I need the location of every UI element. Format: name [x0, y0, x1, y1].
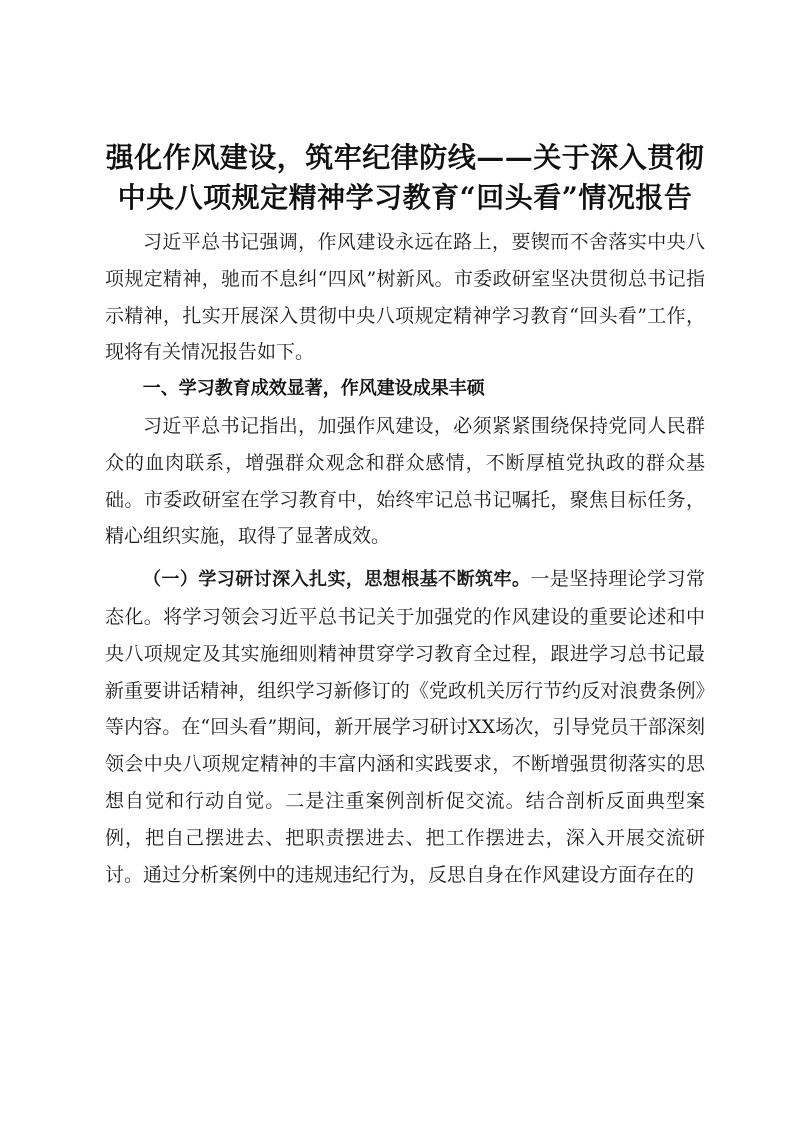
subsection-heading: （一）学习研讨深入扎实，思想根基不断筑牢。	[143, 569, 531, 591]
document-title: 强化作风建设，筑牢纪律防线——关于深入贯彻中央八项规定精神学习教育“回头看”情况报告	[105, 141, 705, 214]
intro-paragraph: 习近平总书记强调，作风建设永远在路上，要锲而不舍落实中央八项规定精神，驰而不息纠“四风”树新风。市委政研室坚决贯彻总书记指示精神，扎实开展深入贯彻中央八项规定精神学习教育“回头看”工作，现将有关情况报告如下。	[105, 231, 705, 364]
subsection-body: 一是坚持理论学习常态化。将学习领会习近平总书记关于加强党的作风建设的重要论述和中央八项规定及其实施细则精神贯穿学习教育全过程，跟进学习总书记最新重要讲话精神，组织学习新修订的《党政机关厉行节约反对浪费条例》等内容。在“回头看”期间，新开展学习研讨XX场次，引导党员干部深刻领会中央八项规定精神的丰富内涵和实践要求，不断增强贯彻落实的思想自觉和行动自觉。二是注重案例剖析促交流。结合剖析反面典型案例，把自己摆进去、把职责摆进去、把工作摆进去，深入开展交流研讨。通过分析案例中的违规违纪行为，反思自身在作风建设方面存在的	[105, 568, 705, 886]
document-body	[105, 138, 705, 893]
subsection-paragraph	[105, 561, 705, 893]
section-heading: 一、学习教育成效显著，作风建设成果丰硕	[142, 378, 485, 400]
section-paragraph: 习近平总书记指出，加强作风建设，必须紧紧围绕保持党同人民群众的血肉联系，增强群众观念和群众感情，不断厚植党执政的群众基础。市委政研室在学习教育中，始终牢记总书记嘱托，聚焦目标任务，精心组织实施，取得了显著成效。	[105, 414, 705, 548]
